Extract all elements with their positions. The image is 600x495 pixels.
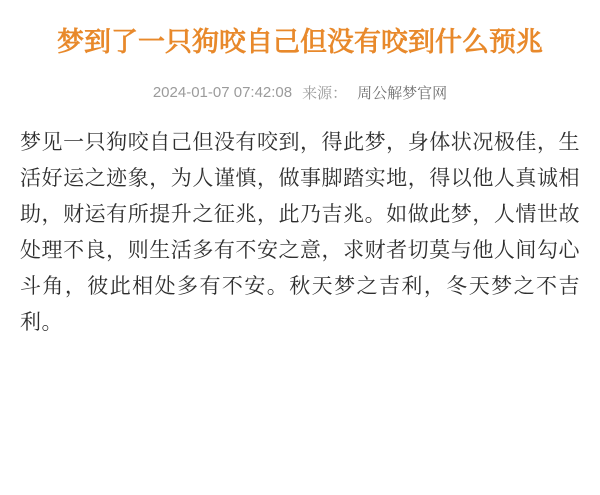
page-title: 梦到了一只狗咬自己但没有咬到什么预兆 [57,27,543,57]
article-meta [18,82,582,103]
source-name[interactable]: 周公解梦官网 [357,85,448,102]
article-body-text: 梦见一只狗咬自己但没有咬到，得此梦，身体状况极佳，生活好运之迹象，为人谨慎，做事脚踏实地，得以他人真诚相助，财运有所提升之征兆，此乃吉兆。如做此梦，人情世故处理不良，则生活多有不安之意，求财者切莫与他人间勾心斗角，彼此相处多有不安。秋天梦之吉利，冬天梦之不吉利。 [20,131,580,334]
publish-date: 2024-01-07 07:42:08 [152,84,293,101]
source-label: 来源： [302,85,348,102]
